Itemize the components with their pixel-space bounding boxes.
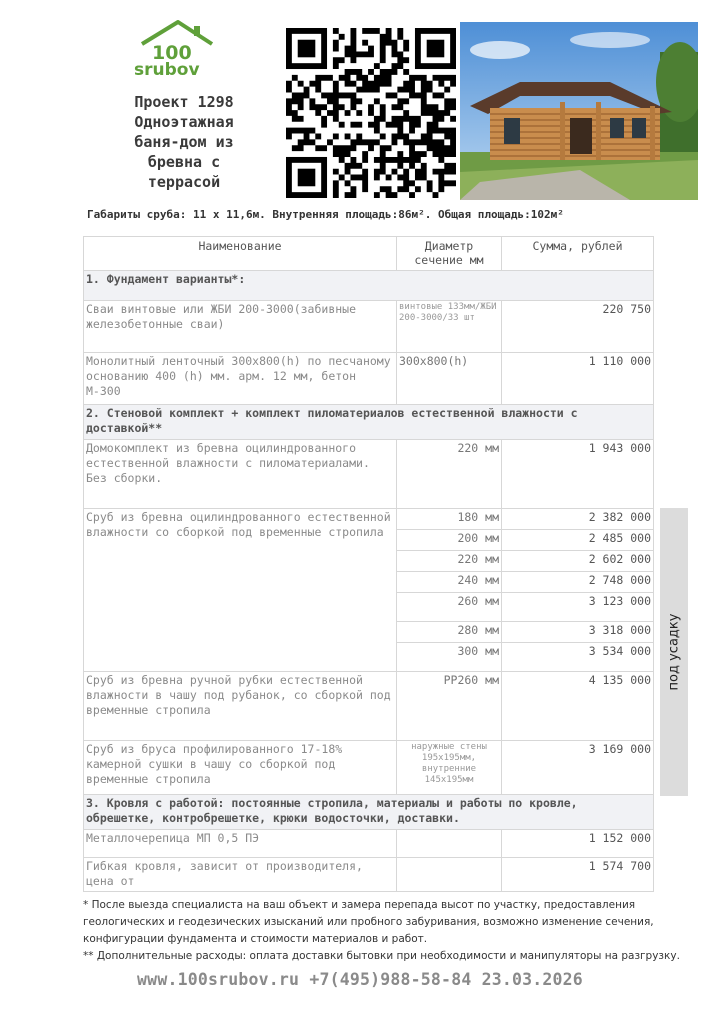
project-title-line: бревна с — [147, 153, 221, 171]
footnote-1: * После выезда специалиста на ваш объект и замера перепада высот по участку, предоставления геологических и геодезических изысканий или пробного забуривания, возможно изменение сечения, конфигурации фундамента и стоимости материалов и работ. — [83, 899, 654, 945]
table-row — [84, 672, 654, 741]
item-diameter — [397, 830, 502, 858]
item-name: Монолитный ленточный 300x800(h) по песчаному основанию 400 (h) мм. арм. 12 мм, бетон М-300 — [84, 353, 397, 405]
item-sum: 2 748 000 — [502, 572, 654, 593]
item-sum: 4 135 000 — [502, 672, 654, 741]
company-logo — [132, 20, 224, 80]
item-diameter: 240 мм — [397, 572, 502, 593]
table-row — [84, 440, 654, 509]
side-label-text: под усадку — [666, 613, 682, 691]
item-sum: 2 602 000 — [502, 551, 654, 572]
item-sum: 1 110 000 — [502, 353, 654, 405]
section-walls: 2. Стеновой комплект + комплект пиломатериалов естественной влажности с доставкой** — [84, 405, 654, 440]
footer-contacts[interactable]: www.100srubov.ru +7(495)988-58-84 23.03.2026 — [137, 970, 583, 989]
item-sum: 220 750 — [502, 301, 654, 353]
project-title — [104, 92, 264, 192]
item-name: Сруб из бревна ручной рубки естественной влажности в чашу под рубанок, со сборкой под временные стропила — [84, 672, 397, 741]
section-row — [84, 405, 654, 440]
price-table — [83, 236, 654, 892]
item-diameter: 260 мм — [397, 593, 502, 622]
item-sum: 3 169 000 — [502, 741, 654, 795]
item-diameter: 200 мм — [397, 530, 502, 551]
table-row — [84, 741, 654, 795]
item-sum: 3 123 000 — [502, 593, 654, 622]
footnote-2: ** Дополнительные расходы: оплата доставки бытовки при необходимости и манипуляторы на разгрузку. — [83, 950, 680, 962]
dimensions-text: Габариты сруба: 11 x 11,6м. Внутренняя площадь:86м². Общая площадь:102м² — [87, 208, 564, 221]
header-sum: Сумма, рублей — [502, 237, 654, 271]
table-row — [84, 858, 654, 892]
item-diameter: РР260 мм — [397, 672, 502, 741]
item-name: Металлочерепица МП 0,5 ПЭ — [84, 830, 397, 858]
item-sum: 1 574 700 — [502, 858, 654, 892]
item-name: Сруб из бревна оцилиндрованного естественной влажности со сборкой под временные стропила — [84, 509, 397, 672]
table-row — [84, 301, 654, 353]
project-title-line: Проект 1298 — [134, 93, 234, 111]
section-row — [84, 271, 654, 301]
table-row — [84, 353, 654, 405]
house-photo — [460, 22, 698, 200]
section-row — [84, 795, 654, 830]
item-diameter: 180 мм — [397, 509, 502, 530]
project-title-line: баня-дом из — [134, 133, 234, 151]
item-sum: 1 152 000 — [502, 830, 654, 858]
footnotes — [83, 897, 708, 965]
house-logo-icon — [132, 20, 224, 80]
item-sum: 2 485 000 — [502, 530, 654, 551]
table-row — [84, 509, 654, 530]
header-name: Наименование — [84, 237, 397, 271]
project-title-line: террасой — [147, 173, 221, 191]
shrinkage-side-label — [660, 508, 688, 796]
project-title-line: Одноэтажная — [134, 113, 234, 131]
section-foundation: 1. Фундамент варианты*: — [84, 271, 654, 301]
item-diameter: 300 мм — [397, 643, 502, 672]
item-sum: 1 943 000 — [502, 440, 654, 509]
item-sum: 3 534 000 — [502, 643, 654, 672]
qr-code-icon — [286, 28, 456, 198]
item-diameter: винтовые 133мм/ЖБИ 200-3000/33 шт — [397, 301, 502, 353]
item-name: Сруб из бруса профилированного 17-18% камерной сушки в чашу со сборкой под временные стропила — [84, 741, 397, 795]
table-header-row — [84, 237, 654, 271]
item-name: Гибкая кровля, зависит от производителя, цена от — [84, 858, 397, 892]
item-diameter: 280 мм — [397, 622, 502, 643]
item-name: Домокомплект из бревна оцилиндрованного естественной влажности с пиломатериалами. Без сборки. — [84, 440, 397, 509]
item-diameter — [397, 858, 502, 892]
item-sum: 2 382 000 — [502, 509, 654, 530]
item-name: Сваи винтовые или ЖБИ 200-3000(забивные железобетонные сваи) — [84, 301, 397, 353]
table-row — [84, 830, 654, 858]
item-diameter: 300x800(h) — [397, 353, 502, 405]
item-diameter: 220 мм — [397, 440, 502, 509]
item-diameter: 220 мм — [397, 551, 502, 572]
logo-number: 100 — [152, 42, 192, 64]
section-roof: 3. Кровля с работой: постоянные стропила, материалы и работы по кровле, обрешетке, контробрешетке, крюки водосточки, доставки. — [84, 795, 654, 830]
header-diameter: Диаметр сечение мм — [397, 237, 502, 271]
item-sum: 3 318 000 — [502, 622, 654, 643]
qr-code[interactable] — [286, 28, 456, 198]
logo-brand: srubov — [134, 60, 200, 80]
item-diameter: наружные стены 195x195мм, внутренние 145x195мм — [397, 741, 502, 795]
